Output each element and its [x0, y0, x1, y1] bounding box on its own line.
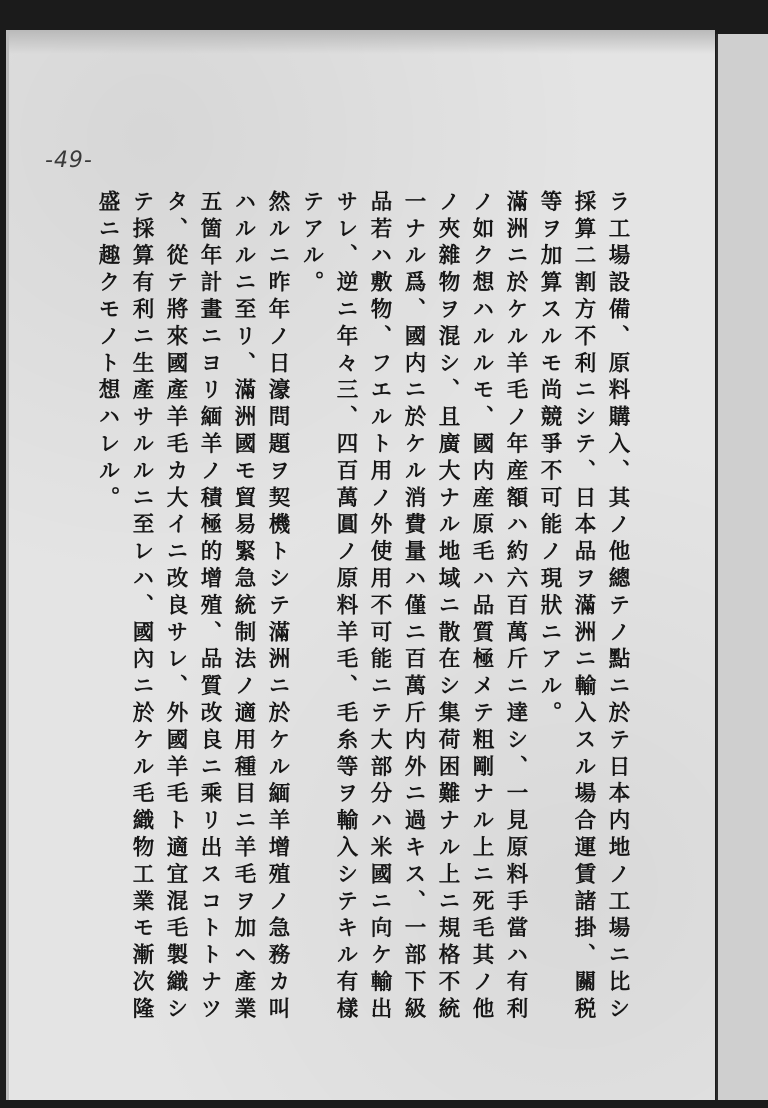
text-line-7: 一ナル爲、國内ニ於ケル消費量ハ僅ニ百萬斤内外ニ過キス、一部下級 [401, 190, 426, 1024]
document-page [6, 30, 715, 1100]
text-line-9: サレ、逆ニ年々三、四百萬圓ノ原料羊毛、毛糸等ヲ輸入シテキル有樣 [333, 190, 358, 1024]
text-line-5: ノ如ク想ハルルモ、國内産原毛ハ品質極メテ粗剛ナル上ニ死毛其ノ他 [469, 190, 494, 1024]
page-number: -49- [45, 148, 93, 173]
scan-shadow [9, 30, 715, 54]
text-line-11: 然ルニ昨年ノ日濠問題ヲ契機トシテ滿洲ニ於ケル緬羊增殖ノ急務カ叫 [265, 190, 290, 1024]
text-line-6: ノ夾雜物ヲ混シ、且廣大ナル地域ニ散在シ集荷困難ナル上ニ規格不統 [435, 190, 460, 1024]
text-line-16: 盛ニ趣クモノト想ハレル。 [95, 190, 120, 513]
text-line-10: テアル。 [299, 190, 324, 298]
text-line-4: 滿洲ニ於ケル羊毛ノ年産額ハ約六百萬斤ニ達シ、一見原料手當ハ有利 [503, 190, 528, 1024]
text-line-2: 採算二割方不利ニシテ、日本品ヲ滿洲ニ輸入スル場合運賃諸掛、關税 [571, 190, 596, 1024]
adjacent-page-edge [716, 34, 768, 1100]
text-line-8: 品若ハ敷物、フエルト用ノ外使用不可能ニテ大部分ハ米國ニ向ケ輸出 [367, 190, 392, 1024]
text-line-13: 五箇年計畫ニヨリ緬羊ノ積極的增殖、品質改良ニ乘リ出スコトトナツ [197, 190, 222, 1024]
text-line-12: ハルルニ至リ、滿洲國モ貿易緊急統制法ノ適用種目ニ羊毛ヲ加ヘ產業 [231, 190, 256, 1024]
text-line-1: ラ工場設備、原料購入、其ノ他總テノ點ニ於テ日本内地ノ工場ニ比シ [605, 190, 630, 1024]
text-line-3: 等ヲ加算スルモ尚競爭不可能ノ現狀ニアル。 [537, 190, 562, 728]
text-line-15: テ採算有利ニ生產サルルニ至レハ、國內ニ於ケル毛織物工業モ漸次隆 [129, 190, 154, 1024]
text-line-14: タ、從テ將來國產羊毛カ大イニ改良サレ、外國羊毛ト適宜混毛製織シ [163, 190, 188, 1024]
